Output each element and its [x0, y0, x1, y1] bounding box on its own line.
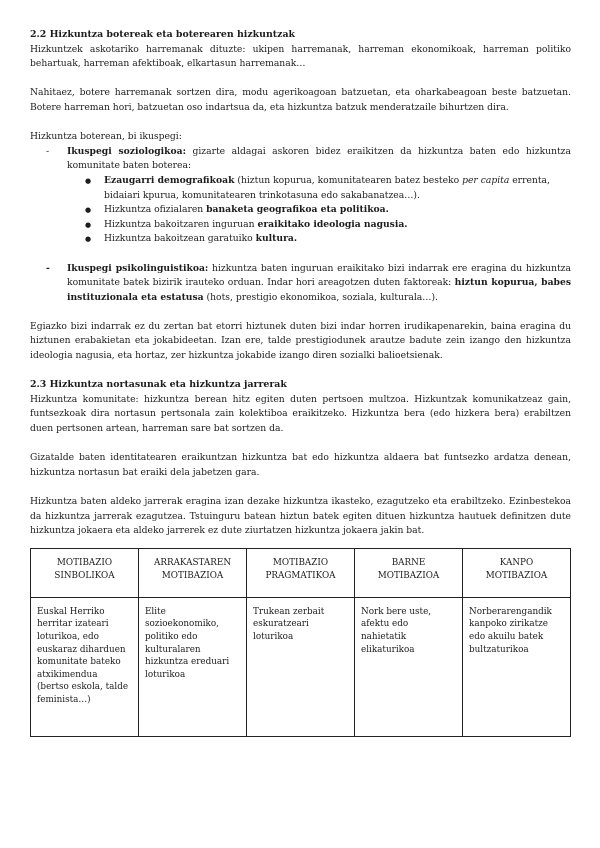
sociological-factors-list	[67, 174, 571, 247]
viewpoint-sociological-text: gizarte aldagai askoren bidez eraikitzen da hizkuntza baten edo hizkuntza komunitate baten boterea:	[67, 145, 571, 172]
table-cell-external: Norberarengandik kanpoko zirikatze edo akuilu batek bultzaturikoa	[463, 597, 571, 736]
paragraph-community: Hizkuntza komunitate: hizkuntza berean hitz egiten duten pertsoen multzoa. Hizkuntzak komunikatzeaz gain, funtsezkoak dira nortasun pertsonala zain kolektiboa eraikitzeko. Hizkuntza bera (edo hizkera bera) erabiltzen duen pertsonen artean, harreman sare bat sortzen da.	[30, 393, 571, 435]
table-header-success: ARRAKASTAREN MOTIBAZIOA	[139, 548, 247, 597]
viewpoint-psycholinguistic: - Ikuspegi psikolinguistikoa: hizkuntza baten inguruan eraikitako bizi indarrak ere eragina du hizkuntza komunitate batek bizirik irauteko orduan. Indar hori areagotzen duten faktoreak: hiztun kopurua, babes instituzionala eta estatusa (hots, prestigio ekonomikoa, soziala, kulturala…).	[30, 262, 571, 306]
viewpoint-sociological	[30, 145, 571, 247]
table-header-internal: BARNE MOTIBAZIOA	[355, 548, 463, 597]
table-cell-success: Elite sozioekonomiko, politiko edo kulturalaren hizkuntza ereduari loturikoa	[139, 597, 247, 736]
table-cell-pragmatic: Trukean zerbait eskuratzeari loturikoa	[247, 597, 355, 736]
section-heading-identity: 2.3 Hizkuntza nortasunak eta hizkuntza jarrerak	[30, 379, 287, 391]
paragraph-power-relations: Nahitaez, botere harremanak sortzen dira, modu agerikoagoan batzuetan, eta oharkabeagoan beste batzuetan. Botere harreman hori, batzuetan oso indartsua da, eta hizkuntza batzuk menderatzaile bihurtzen dira.	[30, 87, 571, 113]
factor-culture: ● Hizkuntza bakoitzean garatuiko kultura.	[67, 232, 571, 247]
paragraph-identity: Gizatalde baten identitatearen eraikuntzan hizkuntza bat edo hizkuntza aldaera bat funtsezko ardatza denean, hizkuntza nortasun bat eraiki dela jabetzen gara.	[30, 452, 571, 478]
document-page	[30, 28, 571, 737]
motivation-table	[30, 548, 571, 737]
viewpoint-psycholinguistic-label: Ikuspegi psikolinguistikoa:	[67, 262, 209, 274]
table-cell-symbolic: Euskal Herriko herritar izateari loturikoa, edo euskaraz diharduen komunitate bateko atxikimendua (bertso eskola, talde feminista…)	[31, 597, 139, 736]
table-cell-internal: Nork bere uste, afektu edo nahietatik elikaturikoa	[355, 597, 463, 736]
paragraph-vitality: Egiazko bizi indarrak ez du zertan bat etorri hiztunek duten bizi indar horren irudikapenarekin, baina eragina du hiztunen erabakietan eta jokabideetan. Izan ere, talde prestigiodunek arautze badute zein izango den hizkuntza ideologia nagusia, eta hortaz, zer hizkuntza jokabide izango diren sozialki balioetsienak.	[30, 320, 571, 362]
section-heading-power: 2.2 Hizkuntza botereak eta boterearen hizkuntzak	[30, 29, 296, 40]
table-header-symbolic: MOTIBAZIO SINBOLIKOA	[31, 548, 139, 597]
viewpoint-sociological-label: Ikuspegi soziologikoa:	[67, 145, 186, 157]
table-row	[31, 597, 571, 736]
table-header-row	[31, 548, 571, 597]
paragraph-relations: Hizkuntzek askotariko harremanak dituzte: ukipen harremanak, harreman ekonomikoak, harreman politiko behartuak, harreman afektiboak, elkartasun harremanak…	[30, 43, 571, 70]
factor-demographic: ● Ezaugarri demografikoak (hiztun kopurua, komunitatearen batez besteko per capita errenta, bidaiari kpurua, komunitatearen trinkotasuna edo sakabanatzea…).	[67, 174, 571, 203]
table-header-pragmatic: MOTIBAZIO PRAGMATIKOA	[247, 548, 355, 597]
factor-geographic: ● Hizkuntza ofizialaren banaketa geografikoa eta politikoa.	[67, 203, 571, 218]
factor-ideology: ● Hizkuntza bakoitzaren inguruan eraikitako ideologia nagusia.	[67, 218, 571, 233]
paragraph-attitudes: Hizkuntza baten aldeko jarrerak eragina izan dezake hizkuntza ikasteko, ezagutzeko eta erabiltzeko. Ezinbestekoa da hizkuntza jarrerak ezagutzea. Tstuinguru batean hiztun batek egiten dituen hizkuntza hautuek definitzen dute hizkuntza jokaera eta aldeko jarrerek ez dute ziurtatzen hizkuntza jokaera jakin bat.	[30, 496, 571, 537]
table-header-external: KANPO MOTIBAZIOA	[463, 548, 571, 597]
viewpoint-list	[30, 145, 571, 306]
paragraph-two-views-intro: Hizkuntza boterean, bi ikuspegi:	[30, 131, 182, 143]
